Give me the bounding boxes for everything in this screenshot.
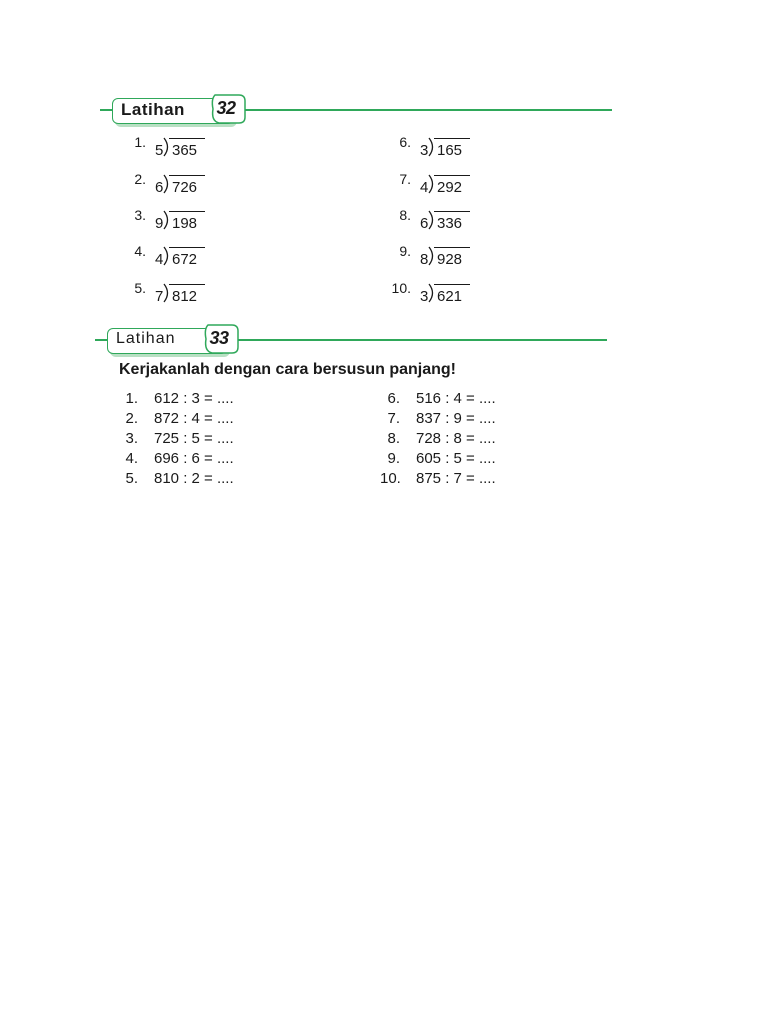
dividend: 336 xyxy=(437,215,463,232)
vinculum xyxy=(434,247,470,248)
problem-number: 2. xyxy=(125,410,138,427)
division-expression: 612 : 3 = .... xyxy=(154,390,234,407)
vinculum xyxy=(169,175,205,176)
vinculum xyxy=(434,211,470,212)
dividend: 621 xyxy=(437,288,463,305)
latihan-33-header xyxy=(95,322,607,358)
problem-number: 7. xyxy=(399,171,411,187)
vinculum xyxy=(169,211,205,212)
problem-number: 2. xyxy=(134,171,146,187)
latihan-32-header xyxy=(100,92,612,128)
latihan-33-title: Latihan xyxy=(116,330,176,347)
division-expression: 837 : 9 = .... xyxy=(416,410,496,427)
long-division-item xyxy=(118,134,218,160)
long-division-item xyxy=(383,243,483,269)
vinculum xyxy=(434,175,470,176)
problem-number: 4. xyxy=(125,450,138,467)
latihan-32-number: 32 xyxy=(216,98,236,118)
long-division-item xyxy=(383,134,483,160)
division-expression: 725 : 5 = .... xyxy=(154,430,234,447)
latihan-33-badge xyxy=(202,323,236,353)
long-division-item xyxy=(118,207,218,233)
latihan-33-number: 33 xyxy=(209,328,229,348)
divisor: 8 xyxy=(420,251,429,268)
divisor: 3 xyxy=(420,142,429,159)
problem-number: 5. xyxy=(134,280,146,296)
long-division-item xyxy=(118,243,218,269)
dividend: 365 xyxy=(172,142,198,159)
latihan-33-instruction: Kerjakanlah dengan cara bersusun panjang! xyxy=(119,361,456,378)
division-exercise-item xyxy=(380,410,530,430)
problem-number: 9. xyxy=(387,450,400,467)
vinculum xyxy=(169,247,205,248)
dividend: 672 xyxy=(172,251,198,268)
divisor: 6 xyxy=(420,215,429,232)
latihan-33-tab xyxy=(107,328,227,354)
division-expression: 728 : 8 = .... xyxy=(416,430,496,447)
division-expression: 872 : 4 = .... xyxy=(154,410,234,427)
division-expression: 810 : 2 = .... xyxy=(154,470,234,487)
problem-number: 6. xyxy=(399,134,411,150)
division-exercise-item xyxy=(118,450,268,470)
dividend: 928 xyxy=(437,251,463,268)
division-exercise-item xyxy=(118,470,268,490)
problem-number: 1. xyxy=(134,134,146,150)
problem-number: 3. xyxy=(134,207,146,223)
divisor: 5 xyxy=(155,142,164,159)
problem-number: 6. xyxy=(387,390,400,407)
dividend: 198 xyxy=(172,215,198,232)
problem-number: 1. xyxy=(125,390,138,407)
long-division-item xyxy=(383,207,483,233)
division-expression: 875 : 7 = .... xyxy=(416,470,496,487)
division-exercise-item xyxy=(380,450,530,470)
division-expression: 605 : 5 = .... xyxy=(416,450,496,467)
problem-number: 9. xyxy=(399,243,411,259)
problem-number: 3. xyxy=(125,430,138,447)
problem-number: 10. xyxy=(380,470,401,487)
problem-number: 8. xyxy=(387,430,400,447)
problem-number: 7. xyxy=(387,410,400,427)
vinculum xyxy=(434,284,470,285)
problem-number: 10. xyxy=(391,280,411,296)
dividend: 292 xyxy=(437,179,463,196)
vinculum xyxy=(169,138,205,139)
divisor: 6 xyxy=(155,179,164,196)
latihan-32-title: Latihan xyxy=(121,100,185,119)
division-exercise-item xyxy=(118,410,268,430)
division-exercise-item xyxy=(380,390,530,410)
divisor: 4 xyxy=(420,179,429,196)
vinculum xyxy=(434,138,470,139)
latihan-32-badge xyxy=(209,93,243,123)
division-exercise-item xyxy=(380,430,530,450)
dividend: 812 xyxy=(172,288,198,305)
problem-number: 5. xyxy=(125,470,138,487)
divisor: 7 xyxy=(155,288,164,305)
long-division-item xyxy=(118,280,218,306)
division-expression: 516 : 4 = .... xyxy=(416,390,496,407)
division-exercise-item xyxy=(118,430,268,450)
long-division-item xyxy=(383,171,483,197)
divisor: 4 xyxy=(155,251,164,268)
division-expression: 696 : 6 = .... xyxy=(154,450,234,467)
latihan-32-tab xyxy=(112,98,234,124)
dividend: 726 xyxy=(172,179,198,196)
problem-number: 8. xyxy=(399,207,411,223)
divisor: 3 xyxy=(420,288,429,305)
problem-number: 4. xyxy=(134,243,146,259)
divisor: 9 xyxy=(155,215,164,232)
dividend: 165 xyxy=(437,142,463,159)
long-division-item xyxy=(118,171,218,197)
vinculum xyxy=(169,284,205,285)
long-division-item xyxy=(383,280,483,306)
division-exercise-item xyxy=(380,470,530,490)
division-exercise-item xyxy=(118,390,268,410)
